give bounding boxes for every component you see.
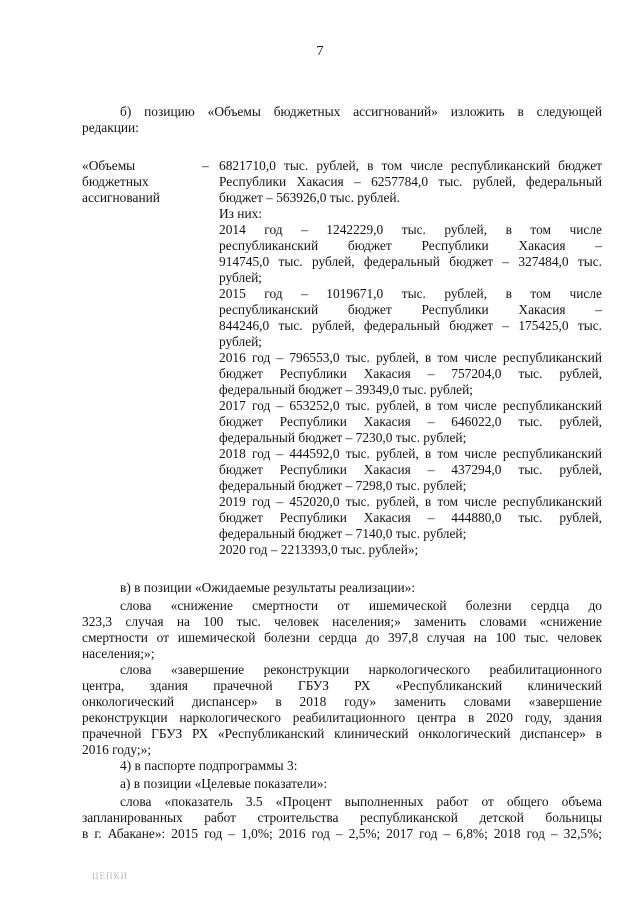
content-line: федеральный бюджет – 7230,0 тыс. рублей;	[219, 430, 467, 445]
text-line: прачечной ГБУЗ РХ «Республиканский клинический онкологический диспансер» в	[82, 726, 602, 741]
row-label	[82, 158, 192, 206]
content-line: 6821710,0 тыс. рублей, в том числе республиканский бюджет	[219, 158, 602, 173]
text-line: слова «завершение реконструкции наркологического реабилитационного	[120, 662, 602, 677]
paragraph-a	[82, 776, 602, 792]
row-dash: –	[202, 158, 209, 173]
content-line: Из них:	[219, 206, 263, 221]
page-number: 7	[316, 44, 324, 59]
content-line: 2016 год – 796553,0 тыс. рублей, в том числе республиканский	[219, 350, 602, 365]
content-line: 2019 год – 452020,0 тыс. рублей, в том числе республиканский	[219, 494, 602, 509]
content-line: федеральный бюджет – 7140,0 тыс. рублей;	[219, 526, 467, 541]
paragraph-slova-1	[82, 598, 602, 662]
content-line: рублей;	[219, 270, 263, 285]
content-line: федеральный бюджет – 7298,0 тыс. рублей;	[219, 478, 467, 493]
text-line: в г. Абакане»: 2015 год – 1,0%; 2016 год – 2,5%; 2017 год – 6,8%; 2018 год – 32,5%;	[82, 826, 602, 841]
content-line: бюджет Республики Хакасия – 444880,0 тыс. рублей,	[219, 510, 602, 525]
text-line: онкологический диспансер» в 2018 году» заменить словами «завершение	[82, 694, 602, 709]
label-line: «Объемы	[82, 158, 136, 173]
paragraph-v	[82, 580, 602, 596]
text-line: слова «снижение смертности от ишемической болезни сердца до	[120, 598, 602, 613]
text-line: редакции:	[82, 120, 139, 135]
content-line: 914745,0 тыс. рублей, федеральный бюджет – 327484,0 тыс.	[219, 254, 602, 269]
content-line: бюджет Республики Хакасия – 646022,0 тыс. рублей,	[219, 414, 602, 429]
text-line: реконструкции наркологического реабилитационного центра в 2020 году, здания	[82, 710, 602, 725]
content-line: 2017 год – 653252,0 тыс. рублей, в том числе республиканский	[219, 398, 602, 413]
label-line: бюджетных	[82, 174, 149, 189]
footer-mark: ЦЕПКИ	[92, 871, 128, 881]
content-line: федеральный бюджет – 39349,0 тыс. рублей;	[219, 382, 474, 397]
content-line: республиканский бюджет Республики Хакасия –	[219, 302, 602, 317]
content-line: 2020 год – 2213393,0 тыс. рублей»;	[219, 542, 419, 557]
text-line: в) в позиции «Ожидаемые результаты реализации»:	[120, 580, 416, 595]
text-line: запланированных работ строительства республиканской детской больницы	[82, 810, 602, 825]
content-line: Республики Хакасия – 6257784,0 тыс. рублей, федеральный	[219, 174, 602, 189]
content-line: 2018 год – 444592,0 тыс. рублей, в том числе республиканский	[219, 446, 602, 461]
text-line: 2016 году;»;	[82, 742, 152, 757]
content-line: бюджет Республики Хакасия – 757204,0 тыс. рублей,	[219, 366, 602, 381]
text-line: смертности от ишемической болезни сердца до 397,8 случая на 100 тыс. человек	[82, 630, 602, 645]
text-line: населения;»;	[82, 646, 155, 661]
text-line: центра, здания прачечной ГБУЗ РХ «Республиканский клинический	[82, 678, 602, 693]
paragraph-slova-3	[82, 794, 602, 842]
text-line: 4) в паспорте подпрограммы 3:	[120, 758, 298, 773]
content-line: рублей;	[219, 334, 263, 349]
text-line: а) в позиции «Целевые показатели»:	[120, 776, 328, 791]
paragraph-4	[82, 758, 602, 774]
content-line: 2014 год – 1242229,0 тыс. рублей, в том числе	[219, 222, 602, 237]
content-line: бюджет Республики Хакасия – 437294,0 тыс. рублей,	[219, 462, 602, 477]
row-content	[219, 158, 602, 558]
text-line: слова «показатель 3.5 «Процент выполненных работ от общего объема	[120, 794, 602, 809]
content-line: 844246,0 тыс. рублей, федеральный бюджет – 175425,0 тыс.	[219, 318, 602, 333]
text-line: б) позицию «Объемы бюджетных ассигнований» изложить в следующей	[120, 104, 602, 119]
content-line: 2015 год – 1019671,0 тыс. рублей, в том числе	[219, 286, 602, 301]
label-line: ассигнований	[82, 190, 160, 205]
content-line: республиканский бюджет Республики Хакасия –	[219, 238, 602, 253]
paragraph-b	[82, 104, 602, 136]
paragraph-slova-2	[82, 662, 602, 758]
text-line: 323,3 случая на 100 тыс. человек населения;» заменить словами «снижение	[82, 614, 602, 629]
content-line: бюджет – 563926,0 тыс. рублей.	[219, 190, 400, 205]
